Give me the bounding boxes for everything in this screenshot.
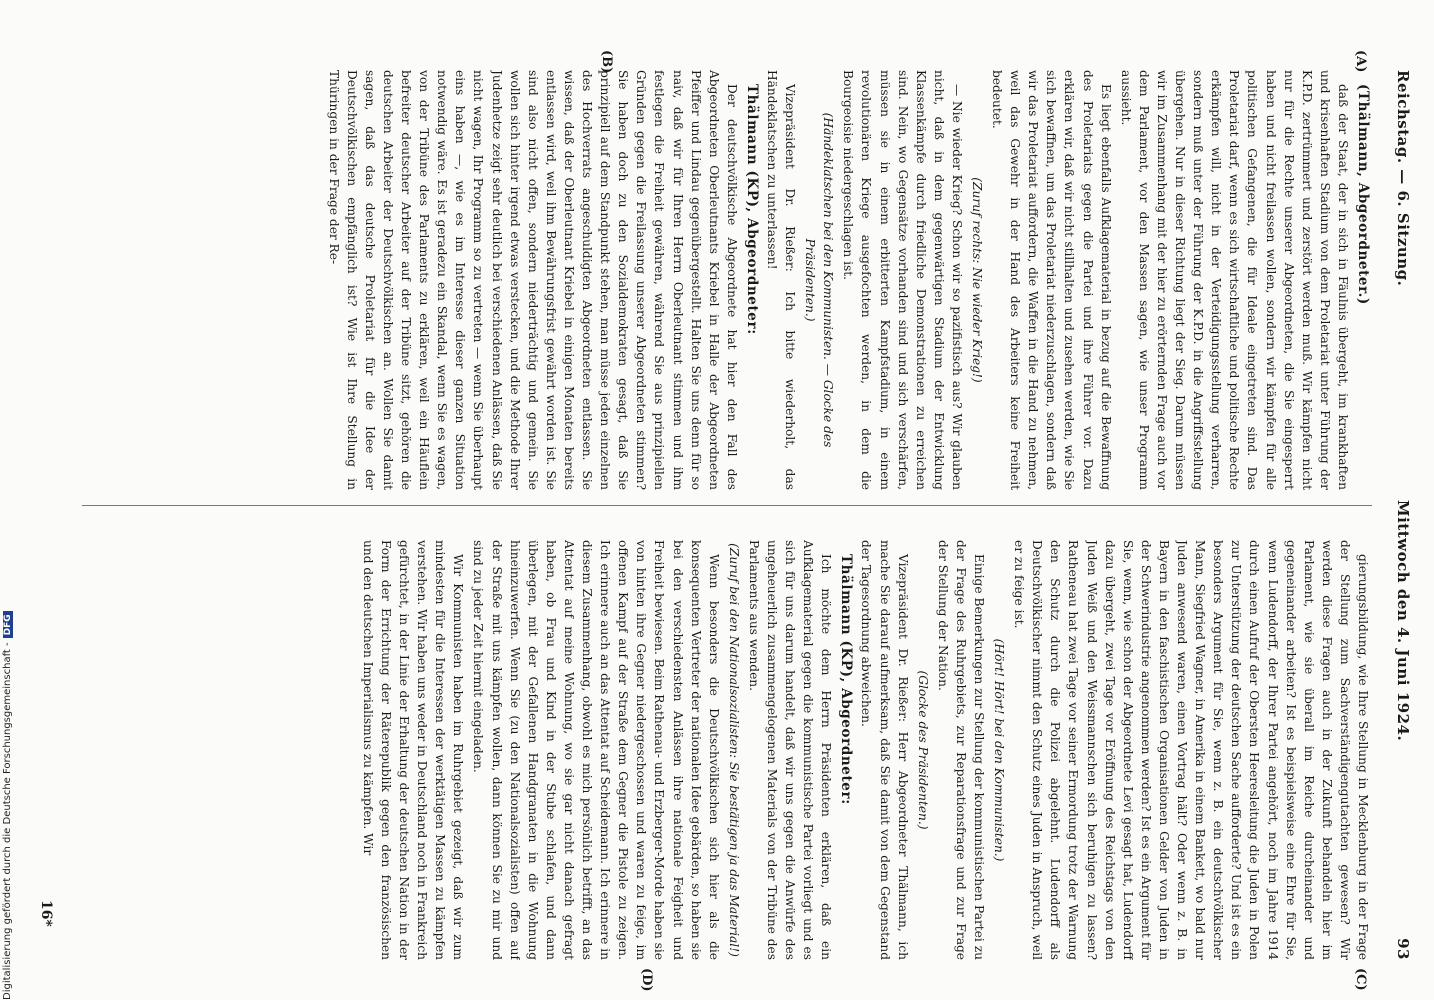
left-text-column [82, 70, 1372, 490]
margin-mark-a: (A) [1353, 50, 1368, 73]
digitization-credit [2, 611, 13, 1000]
page-header [1382, 70, 1416, 960]
page-number: 93 [1394, 938, 1412, 960]
paragraph: Der deutschvölkische Abgeordnete hat hier den Fall des Abgeordneten Oberleutnants Kriebel in Halle der Abgeordneten Pfeiffer und Lindau gegenübergestellt. Halten Sie uns denn für so naiv, daß wir für Ihren Herrn Oberleutnant stimmen und ihm festlegen die Freiheit gewähren, während Sie aus prinzipiellen Gründen gegen die Freilassung unserer Abgeordneten stimmen? Sie haben doch zu den Sozialdemokraten gesagt, daß Sie prinzipiell auf dem Standpunkt stehen, man müsse jeden einzelnen des Hochverrats angeschuldigten Abgeordneten entlassen. Sie wissen, daß der Oberleutnant Kriebel in einigen Monaten bereits entlassen wird, weil ihm Bewährungsfrist gewährt worden ist. Sie sind also nicht offen, sondern niederträchtig und gemein. Sie wollen sich hinter irgend etwas verstecken, und die Methode Ihrer Judenhetze zeigt sehr deutlich bei verschiedenen Anlässen, daß Sie nicht wagen, Ihr Programm so zu vertreten — wenn Sie überhaupt eins haben —, wie es im Interesse dieser ganzen Situation notwendig wäre. Es ist geradezu ein Skandal, wenn Sie es wagen, von der Tribüne des Parlaments zu erklären, weil ein Häuflein befreiter deutscher Arbeiter auf der Tribüne sitzt, gehören die deutschen Arbeiter der Deutschvölkischen an. Wollen Sie damit sagen, daß das deutsche Proletariat für die Idee der Deutschvölkischen empfänglich ist? Wie ist Ihre Stellung in Thüringen in der Frage der Re- [326, 70, 739, 490]
paragraph: Vizepräsident Dr. Rießer: Herr Abgeordneter Thälmann, ich mache Sie darauf aufmerksam, daß Sie damit von dem Gegenstand der Tagesordnung abweichen. [859, 540, 910, 960]
paragraph: daß der Staat, der in sich in Fäulnis übergeht, im krankhaften und krisenhaften Stadium von dem Proletariat unter Führung der K.P.D. zertrümmert und zerstört werden muß. Wir kämpfen nicht nur für die Rechte unserer Abgeordneten, die Sie eingesperrt haben und nicht freilassen wollen, sondern wir kämpfen für alle politischen Gefangenen, die für Ideale eingetreten sind. Das Proletariat darf, wenn es sich wirtschaftliche und politische Rechte erkämpfen will, nicht in der Verteidigungsstellung verharren, sondern muß unter der Führung der K.P.D. in die Angriffsstellung übergehen. Nur in dieser Richtung liegt der Sieg. Darum müssen wir im Zusammenhang mit der hier zu erörternden Frage auch vor dem Parlament, vor den Massen sagen, wie unser Programm aussieht. [1118, 70, 1350, 490]
speaker-line: Thälmann (KP), Abgeordneter: [743, 84, 760, 335]
interjection: (Zuruf bei den Nationalsozialisten: Sie bestätigen ja das Material!) [726, 543, 741, 957]
interjection: (Hört! Hört! bei den Kommunisten.) [992, 638, 1007, 862]
paragraph: Wir Kommunisten haben im Ruhrgebiet gezeigt, daß wir zum mindesten für die Interessen der werktätigen Massen zu kämpfen verstehen. Wir haben uns weder in Deutschland noch in Frankreich gefürchtet, in der Linie der Erhaltung der deutschen Nation in der Form der Errichtung der Räterepublik gegen den französischen und den deutschen Imperialismus zu kämpfen. Wir [360, 540, 466, 960]
paragraph: Es liegt ebenfalls Aufklagematerial in bezug auf die Bewaffnung des Proletariats gegen die Partei und ihre Führer vor. Dazu erklären wir, daß wir nicht stillhalten und zusehen werden, wie Sie sich bewaffnen, um das Proletariat niederzuschlagen, sondern daß wir das Proletariat auffordern, die Waffen in die Hand zu nehmen, weil das Gewehr in der Hand des Arbeiters keine Freiheit bedeutet. [990, 70, 1113, 490]
margin-mark-c: (C) [1353, 968, 1368, 991]
paragraph: Vizepräsident Dr. Rießer: Ich bitte wiederholt, das Händeklatschen zu unterlassen! [765, 70, 798, 490]
paragraph: Einige Bemerkungen zur Stellung der kommunistischen Partei zu der Frage des Ruhrgebiets, zur Reparationsfrage und zur Frage der Stellung der Nation. [935, 540, 987, 960]
right-text-column [82, 540, 1372, 960]
margin-mark-b: (B) [599, 50, 614, 74]
dfg-logo: DFG [3, 611, 13, 638]
speaker-line: (Thälmann, Abgeordneter.) [1355, 84, 1371, 305]
interjection: (Glocke des Präsidenten.) [915, 670, 930, 830]
running-title: Reichstag. — 6. Sitzung. [1394, 70, 1412, 287]
speaker-line: Thälmann (KP), Abgeordneter: [838, 554, 855, 805]
session-date: Mittwoch den 4. Juni 1924. [1394, 500, 1412, 742]
interjection: (Zuruf rechts: Nie wieder Krieg!) [970, 177, 985, 383]
credit-text: Digitalisierung gefördert durch die Deutsche Forschungsgemeinschaft - [2, 642, 13, 1000]
paragraph: Ich möchte dem Herrn Präsidenten erklären, daß ein Aufklagematerial gegen die kommunistische Partei vorliegt und es sich für uns darum handelt, daß wir uns gegen die Anwürfe des ungeheuerlich zusammengelogenen Materials von der Tribüne des Parlaments aus wenden. [746, 540, 834, 960]
margin-mark-d: (D) [639, 968, 654, 992]
paragraph: Wenn besonders die Deutschvölkischen sich hier als die konsequenten Vertreter der nationalen Idee gebärden, so haben sie bei den verschiedensten Anlässen ihre nationale Feigheit und Freiheit bewiesen. Beim Rathenau- und Erzberger-Morde haben sie von hinten ihre Gegner niedergeschossen und waren zu feige, im offenen Kampf auf der Straße dem Gegner die Pistole zu zeigen. Ich erinnere auch an das Attentat auf Scheidemann. Ich erinnere in diesem Zusammenhang, obwohl es mich persönlich betrifft, an das Attentat auf meine Wohnung, wo sie gar nicht danach gefragt haben, ob Frau und Kind in der Stube schlafen, und dann überlegen, mit der Gefallenen Handgranaten in die Wohnung hineinzuwerfen. Wenn Sie (zu den Nationalsozialisten) offen auf der Straße mit uns kämpfen wollen, dann können Sie zu mir und sind zu jeder Zeit hiermit eingeladen. [471, 540, 721, 960]
paragraph: gierungsbildung, wie Ihre Stellung in Mecklenburg in der Frage der Stellung zum Sachverständigengutachten gewesen? Wir werden diese Fragen auch in der Zukunft behandeln hier im Parlament, wie sie überall im Reiche durcheinander und gegeneinander arbeiten? Ist es beispielsweise eine Ehre für Sie, wenn Ludendorff, der Ihrer Partei angehört, noch im Jahre 1914 durch einen Aufruf der Obersten Heeresleitung die Juden in Polen zur Unterstützung der deutschen Sache aufforderte? Und ist es ein besonders Argument für Sie, wenn z. B. ein deutschvölkischer Mann, Siegfried Wagner, in Amerika in einem Bankett, wo bald nur Juden anwesend waren, einen Vortrag hält? Oder wenn z. B. in Bayern in den faschistischen Organisationen Gelder von Juden in der Schwerindustrie angenommen werden? Ist es ein Argument für Sie, wenn, wie schon der Abgeordnete Levi gesagt hat, Ludendorff dazu übergeht, zwei Tage vor Eröffnung des Reichstags von den Juden Weiß und den Weissmannschen sich beruhigen zu lassen? Ratheneau hat zwei Tage vor seiner Ermordung trotz der Warnung den Schutz durch die Polizei abgelehnt. Ludendorff als Deutschvölkischer nimmt den Schutz eines Juden in Anspruch, weil er zu feige ist. [1012, 540, 1370, 960]
column-divider [82, 505, 1372, 506]
paragraph: — Nie wieder Krieg? Schon wir so pazifistisch aus? Wir glauben nicht, daß in dem gegenwärtigen Stadium der Entwicklung Klassenkämpfe durch friedliche Demonstrationen zu erreichen sind. Nein, wo Gegensätze vorhanden sind und sich verschärfen, müssen sie in einem erbitterten Kampfstadium, in einem revolutionären Kriege ausgefochten werden, in dem die Bourgeoisie niedergeschlagen ist. [841, 70, 964, 490]
interjection: (Händeklatschen bei den Kommunisten. — Glocke des Präsidenten.) [803, 112, 836, 448]
signature-mark: 16* [38, 900, 54, 927]
